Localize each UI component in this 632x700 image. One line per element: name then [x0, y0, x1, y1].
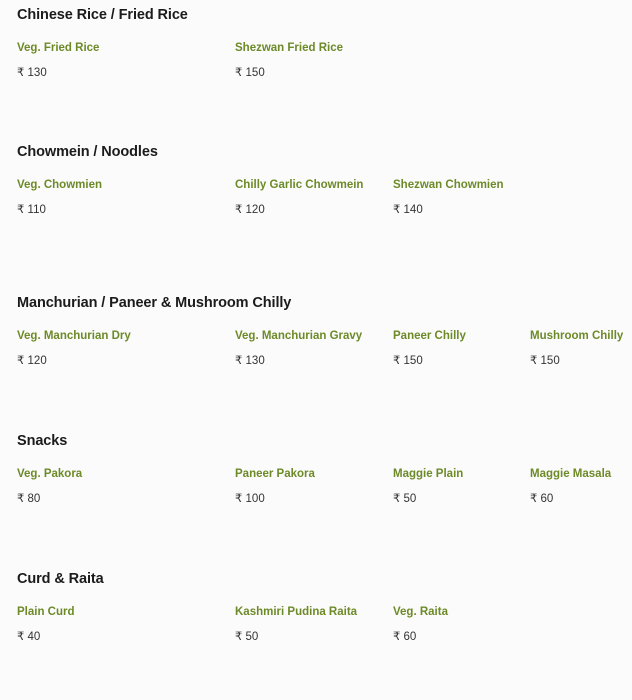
rupee-symbol: ₹ [235, 355, 243, 367]
rupee-symbol: ₹ [393, 493, 401, 505]
menu-item[interactable] [17, 42, 99, 79]
section-title: Snacks [17, 433, 68, 449]
menu-item[interactable] [530, 468, 611, 505]
item-name[interactable]: Maggie Masala [530, 468, 612, 480]
rupee-symbol: ₹ [393, 355, 401, 367]
item-name[interactable]: Mushroom Chilly [530, 330, 624, 342]
rupee-symbol: ₹ [393, 631, 401, 643]
rupee-symbol: ₹ [17, 631, 25, 643]
item-name[interactable]: Paneer Chilly [393, 330, 466, 342]
rupee-symbol: ₹ [17, 204, 25, 216]
menu-item[interactable] [530, 330, 623, 367]
item-price: ₹ 100 [235, 493, 265, 505]
menu-item[interactable] [17, 606, 75, 643]
section-title: Manchurian / Paneer & Mushroom Chilly [17, 295, 292, 311]
item-price: ₹ 150 [530, 355, 560, 367]
rupee-symbol: ₹ [393, 204, 401, 216]
menu-item[interactable] [17, 330, 131, 367]
item-name[interactable]: Veg. Fried Rice [17, 42, 100, 54]
item-price: ₹ 60 [393, 631, 417, 643]
rupee-symbol: ₹ [17, 493, 25, 505]
item-price: ₹ 130 [235, 355, 265, 367]
item-price: ₹ 110 [17, 204, 46, 216]
item-name[interactable]: Veg. Manchurian Dry [17, 330, 131, 342]
rupee-symbol: ₹ [530, 355, 538, 367]
item-name[interactable]: Shezwan Fried Rice [235, 42, 344, 54]
item-name[interactable]: Chilly Garlic Chowmein [235, 179, 364, 191]
section-title: Curd & Raita [17, 571, 104, 587]
menu-item[interactable] [393, 330, 466, 367]
item-name[interactable]: Kashmiri Pudina Raita [235, 606, 358, 618]
item-name[interactable]: Paneer Pakora [235, 468, 315, 480]
item-price: ₹ 120 [17, 355, 47, 367]
rupee-symbol: ₹ [530, 493, 538, 505]
menu-item[interactable] [17, 179, 102, 216]
item-price: ₹ 140 [393, 204, 423, 216]
item-name[interactable]: Veg. Manchurian Gravy [235, 330, 363, 342]
item-price: ₹ 150 [235, 67, 265, 79]
item-price: ₹ 50 [393, 493, 417, 505]
item-price: ₹ 40 [17, 631, 41, 643]
menu-item[interactable] [17, 468, 82, 505]
menu-item[interactable] [393, 468, 463, 505]
rupee-symbol: ₹ [235, 631, 243, 643]
section-title: Chinese Rice / Fried Rice [17, 7, 188, 23]
menu-item[interactable] [235, 42, 343, 79]
section-title: Chowmein / Noodles [17, 144, 158, 160]
menu-item[interactable] [393, 606, 448, 643]
rupee-symbol: ₹ [235, 493, 243, 505]
menu-item[interactable] [235, 330, 362, 367]
item-name[interactable]: Maggie Plain [393, 468, 464, 480]
item-name[interactable]: Plain Curd [17, 606, 75, 618]
item-name[interactable]: Veg. Chowmien [17, 179, 102, 191]
item-name[interactable]: Veg. Pakora [17, 468, 83, 480]
item-price: ₹ 80 [17, 493, 41, 505]
item-price: ₹ 130 [17, 67, 47, 79]
item-price: ₹ 150 [393, 355, 423, 367]
rupee-symbol: ₹ [235, 204, 243, 216]
menu-item[interactable] [235, 468, 315, 505]
item-name[interactable]: Veg. Raita [393, 606, 448, 618]
item-price: ₹ 120 [235, 204, 265, 216]
item-name[interactable]: Shezwan Chowmien [393, 179, 504, 191]
item-price: ₹ 60 [530, 493, 554, 505]
menu-item[interactable] [235, 179, 363, 216]
rupee-symbol: ₹ [235, 67, 243, 79]
menu-item[interactable] [393, 179, 504, 216]
rupee-symbol: ₹ [17, 67, 25, 79]
menu-item[interactable] [235, 606, 357, 643]
item-price: ₹ 50 [235, 631, 259, 643]
rupee-symbol: ₹ [17, 355, 25, 367]
